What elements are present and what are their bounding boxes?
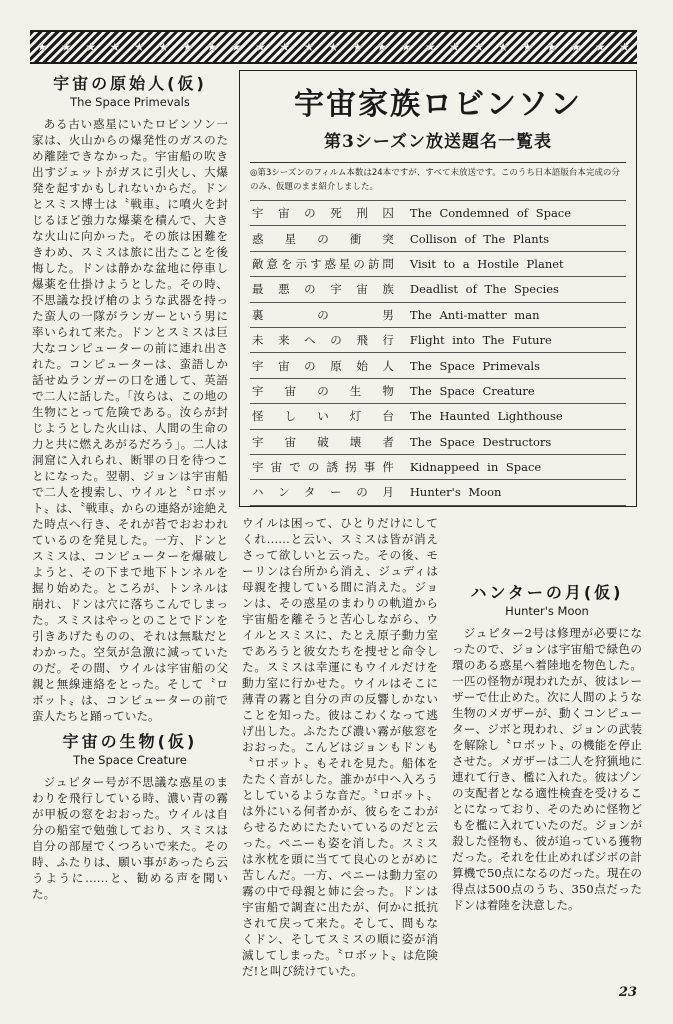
episode-title-jp: 最悪の宇宙族	[250, 277, 408, 302]
episode-title-en: Visit to a Hostile Planet	[408, 251, 626, 276]
page-number: 23	[618, 985, 637, 1000]
episode-list-box	[239, 70, 637, 507]
star-icon: ★	[327, 40, 339, 54]
table-row	[250, 277, 626, 302]
episode-list-title: 宇宙家族ロビンソン	[294, 87, 582, 122]
star-icon: ★	[449, 40, 461, 54]
article-hunter-body: ジュピター2号は修理が必要になったので、ジョンは宇宙船で緑色の環のある惑星へ着陸地を物色した。一匹の怪物が現われたが、彼はレーザーで仕止めた。次に人間のような生物のメガザーが、動くコンピューター、ジボと現われ、ジョンの武装を解除し〝ロボット〟の機能を停止させた。メガザーは二人を狩猟地に連れて行き、檻に入れた。彼はゾンの支配者となる適性検査を受けることになっており、そのために怪物どもを檻に入れていたのだ。ジョンが殺した怪物も、彼が追っている獲物だった。それを仕止めればジボの計算機で50点になるのだった。現在の得点は500点のうち、350点だったドンは着陸を決意した。	[452, 626, 642, 912]
star-icon: ★	[206, 40, 218, 54]
episode-title-jp: 敵意を示す惑星の訪問	[250, 251, 408, 276]
heading-space-primevals-jp: 宇宙の原始人(仮)	[53, 74, 207, 93]
star-icon: ★	[570, 40, 582, 54]
table-row	[250, 251, 626, 276]
heading-hunters-moon-jp: ハンターの月(仮)	[470, 583, 624, 602]
star-icon: ★	[61, 40, 72, 54]
episode-title-en: The Space Primevals	[408, 353, 626, 378]
star-icon: ★	[279, 40, 291, 54]
star-icon: ★	[133, 40, 145, 54]
episode-title-en: Kidnappeed in Space	[408, 454, 626, 479]
heading-space-creature-jp: 宇宙の生物(仮)	[62, 732, 198, 751]
table-row	[250, 353, 626, 378]
star-icon: ★	[619, 40, 630, 54]
star-icon: ★	[182, 40, 194, 54]
episode-table	[250, 200, 626, 506]
column-right	[452, 515, 642, 965]
star-icon: ★	[400, 40, 412, 54]
star-icon: ★	[497, 40, 509, 54]
episode-title-en: Deadlist of The Species	[408, 277, 626, 302]
star-icon: ★	[473, 40, 485, 54]
column-middle	[242, 515, 438, 978]
star-icon: ★	[352, 40, 363, 54]
table-row	[250, 201, 626, 226]
episode-title-jp: 宇宙の生物	[250, 378, 408, 403]
episode-title-en: Flight into The Future	[408, 327, 626, 352]
episode-title-jp: 宇宙破壊者	[250, 429, 408, 454]
star-icon: ★	[85, 40, 97, 54]
episode-title-en: Hunter's Moon	[408, 480, 626, 505]
star-icon: ★	[303, 40, 315, 54]
episode-list-subtitle: 第3シーズン放送題名一覧表	[324, 132, 552, 152]
star-icon: ★	[109, 40, 121, 54]
table-row	[250, 404, 626, 429]
star-icon: ★	[36, 40, 48, 54]
star-icon: ★	[158, 40, 169, 54]
column-right-continuation-space	[452, 515, 642, 585]
decorative-star-banner	[30, 30, 637, 64]
episode-title-en: The Space Creature	[408, 378, 626, 403]
star-icon: ★	[546, 40, 558, 54]
article-creature-body-part1: ジュピター号が不思議な惑星のまわりを飛行している時、濃い青の霧が甲板の窓をおおった。ウイルは自分の船室で勉強しており、スミスは自分の部屋でくつろいで来た。その時、ふたりは、願い事があったら云うように……と、勧める声を聞いた。	[32, 775, 228, 901]
episode-title-jp: ハンターの月	[250, 480, 408, 505]
star-icon: ★	[230, 40, 242, 54]
star-icon: ★	[594, 40, 606, 54]
episode-title-jp: 宇宙の死刑囚	[250, 201, 408, 226]
table-row	[250, 429, 626, 454]
episode-title-jp: 宇宙の原始人	[250, 353, 408, 378]
table-row	[250, 327, 626, 352]
heading-space-primevals-en: The Space Primevals	[70, 95, 190, 109]
article-creature-body-part2: ウイルは困って、ひとりだけにしてくれ……と云い、スミスは皆が消えさって欲しいと云った。その後、モーリンは台所から消え、ジュディは母親を捜している間に消えた。ジョンは、その惑星のまわりの軌道から宇宙船を離そうと苦心しながら、ウイルとスミスに、たとえ原子動力室であろうと彼女たちを捜せと命令した。スミスは幸運にもウイルだけを動力室に行かせた。ウイルはそこに薄青の霧と自分の声の反響しかないことを知った。彼はこわくなって逃げ出した。ふたたび濃い霧が舷窓をおおった。こんどはジョンもドンも〝ロボット〟もそれを見た。船体をたたく音がした。誰かが中へ入ろうとしているような音だ。〝ロボット〟は外にいる何者かが、彼らをこわがらせるためにたたいているのだと云った。ペニーも姿を消した。スミスは氷枕を頭に当てて良心のとがめに苦しんだ。一方、ペニーは動力室の霧の中で母親と姉に会った。ドンは宇宙船で調査に出たが、何かに抵抗されて戻って来た。そして、間もなくドン、そしてスミスの順に姿が消滅してしまった。〝ロボット〟は危険だ!と叫び続けていた。	[242, 516, 438, 978]
episode-title-en: Collison of The Plants	[408, 226, 626, 251]
heading-space-creature-en: The Space Creature	[73, 753, 187, 767]
table-row	[250, 378, 626, 403]
episode-title-en: The Condemned of Space	[408, 201, 626, 226]
article-primevals-body: ある古い惑星にいたロビンソン一家は、火山からの爆発性のガスのため離陸できなかった。宇宙船の吹き出すジェットがガスに引火し、大爆発を起すかもしれないからだ。ドンとスミス博士は〝戦車〟に噴火を封じるほど強力な爆薬を積んで、大きな火山に向かった。その旅は困難をきわめ、スミスは旅に出たことを後悔した。ドンは静かな盆地に停車し爆薬を仕掛けようとした。その時、不思議な投げ槍のような武器を持った蛮人の一隊がランガーという男に率いられて来た。ドンとスミスは巨大なコンピューターの前に連れ出された。コンピューターは、蛮語しか話せぬランガーの口を通して、英語で二人に話した。「汝らは、この地の生物にとって危険である。汝らが封じようとした火山は、人間の生命の力と共に燃えあがるだろう」。二人は洞窟に入れられ、断罪の日を待つことになった。翌朝、ジョンは宇宙船で二人を捜索し、ウイルと〝ロボット〟は、〝戦車〟からの連絡が途絶えた時点へ行き、それが苔でおおわれているのを発見した。一方、ドンとスミスは、コンピューターを爆破しようと、その下まで地下トンネルを掘り始めた。ところが、トンネルは崩れ、ドンは穴に落ちこんでしまった。スミスはやっとのことでドンを引きあげたものの、それは無駄だとわかった。空気が急激に減っていたのだ。その間、ウイルは宇宙船の父親と無線連絡をとった。そして〝ロボット〟は、コンピューターの前で蛮人たちと踊っていた。	[32, 117, 228, 723]
episode-title-en: The Space Destructors	[408, 429, 626, 454]
episode-title-jp: 惑星の衝突	[250, 226, 408, 251]
star-icon: ★	[376, 40, 388, 54]
table-row	[250, 302, 626, 327]
table-row	[250, 480, 626, 505]
episode-title-en: The Anti-matter man	[408, 302, 626, 327]
star-icon: ★	[255, 40, 266, 54]
star-icon: ★	[522, 40, 533, 54]
table-row	[250, 454, 626, 479]
star-icon: ★	[425, 40, 436, 54]
episode-title-jp: 怪しい灯台	[250, 404, 408, 429]
episode-title-jp: 裏の男	[250, 302, 408, 327]
episode-title-jp: 未来への飛行	[250, 327, 408, 352]
episode-title-en: The Haunted Lighthouse	[408, 404, 626, 429]
episode-title-jp: 宇宙での誘拐事件	[250, 454, 408, 479]
episode-list-note: ◎第3シーズンのフィルム本数は24本ですが、すべて未放送です。このうち日本語版台本完成の分のみ、仮題のまま紹介しました。	[250, 162, 626, 194]
column-left	[32, 76, 228, 966]
table-row	[250, 226, 626, 251]
heading-hunters-moon-en: Hunter's Moon	[505, 604, 589, 618]
